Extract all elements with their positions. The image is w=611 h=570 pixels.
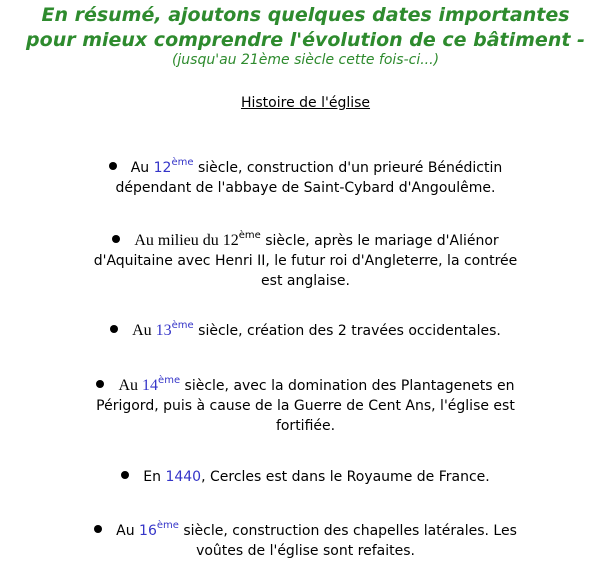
entry-line-1	[0, 231, 611, 251]
timeline-entry-12th-century	[0, 158, 611, 198]
summary-heading-line-1: En résumé, ajoutons quelques dates importantes	[41, 4, 570, 26]
entry-prefix: Au	[132, 322, 156, 339]
bullet-icon	[121, 471, 129, 479]
entry-text: siècle, construction des chapelles latérales. Les	[178, 523, 517, 539]
timeline-entry-16th-century	[0, 521, 611, 561]
entry-number: 12	[153, 160, 172, 176]
bullet-icon	[110, 325, 118, 333]
entry-line-2: dépendant de l'abbaye de Saint-Cybard d'Angoulême.	[115, 180, 496, 196]
bullet-icon	[96, 380, 104, 388]
entry-number: 1440	[165, 469, 202, 485]
bullet-icon	[94, 525, 102, 533]
entry-ordinal-suffix: ème	[171, 320, 194, 332]
bullet-icon	[112, 235, 120, 243]
summary-subheading: (jusqu'au 21ème siècle cette fois-ci...)	[171, 52, 440, 68]
entry-ordinal-suffix: ème	[171, 157, 194, 169]
entry-prefix: Au	[130, 160, 154, 176]
entry-prefix: Au milieu du 12	[134, 232, 239, 249]
entry-text: siècle, après le mariage d'Aliénor	[260, 233, 499, 249]
summary-heading-line-2: pour mieux comprendre l'évolution de ce bâtiment -	[26, 29, 585, 51]
entry-line-2: d'Aquitaine avec Henri II, le futur roi d'Angleterre, la contrée	[93, 253, 518, 269]
entry-prefix: Au	[116, 523, 140, 539]
section-title: Histoire de l'église	[240, 95, 371, 111]
page	[0, 3, 611, 570]
timeline-entry-13th-century	[0, 321, 611, 341]
entry-ordinal-suffix: ème	[158, 375, 181, 387]
entry-text: , Cercles est dans le Royaume de France.	[201, 469, 490, 485]
entry-line-1	[0, 521, 611, 541]
entry-ordinal-suffix: ème	[156, 520, 179, 532]
bullet-icon	[109, 162, 117, 170]
timeline-entry-14th-century	[0, 376, 611, 436]
entry-line-1	[0, 158, 611, 178]
timeline-entry-1440	[0, 467, 611, 487]
entry-number: 14	[142, 377, 159, 394]
entry-number: 13	[155, 322, 172, 339]
entry-text: siècle, construction d'un prieuré Bénédictin	[193, 160, 503, 176]
entry-prefix: Au	[118, 377, 143, 394]
entry-line-2: voûtes de l'église sont refaites.	[196, 543, 415, 559]
entry-line-1	[0, 321, 611, 341]
entry-line-3: est anglaise.	[261, 273, 350, 289]
entry-line-2: Périgord, puis à cause de la Guerre de Cent Ans, l'église est	[96, 398, 515, 414]
entry-ordinal-suffix: ème	[238, 230, 261, 242]
entry-prefix: En	[143, 469, 166, 485]
timeline-entry-mid-12th-century	[0, 231, 611, 291]
entry-number: 16	[139, 523, 157, 539]
entry-text: siècle, création des 2 travées occidentales.	[193, 323, 501, 339]
entry-line-1	[0, 467, 611, 487]
entry-text: siècle, avec la domination des Plantagenets en	[180, 378, 515, 394]
entry-line-3: fortifiée.	[275, 418, 336, 434]
entry-line-1	[0, 376, 611, 396]
